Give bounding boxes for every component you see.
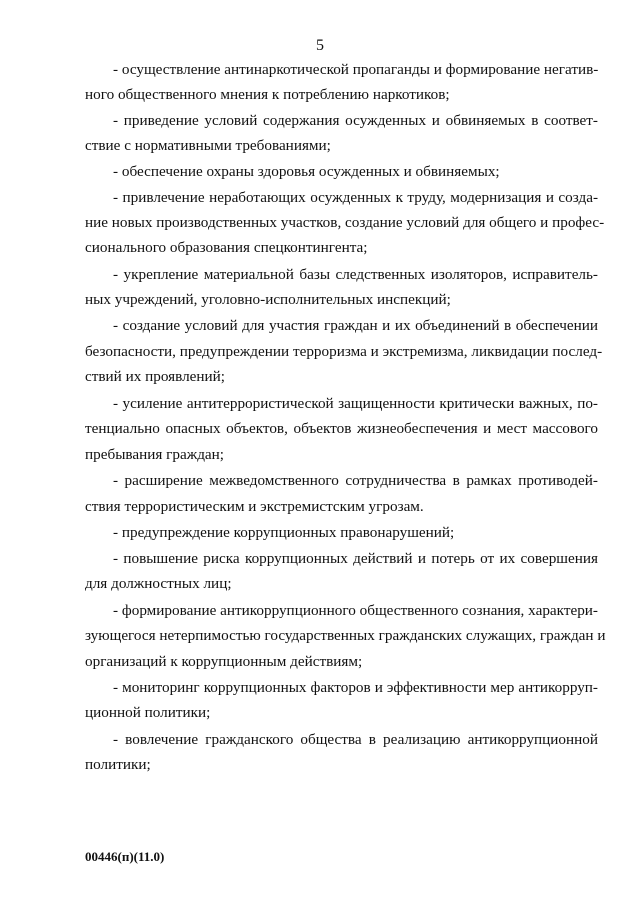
- text-line: для должностных лиц;: [85, 575, 232, 592]
- text-line: - приведение условий содержания осужденных и обвиняемых в соответ-: [113, 112, 598, 129]
- text-line: ствия террористическим и экстремистским угрозам.: [85, 498, 424, 515]
- document-code: 00446(п)(11.0): [85, 849, 165, 864]
- text-line: ционной политики;: [85, 704, 211, 721]
- text-line: - вовлечение гражданского общества в реализацию антикоррупционной: [113, 731, 598, 748]
- text-line: - обеспечение охраны здоровья осужденных и обвиняемых;: [113, 163, 500, 180]
- text-line: - мониторинг коррупционных факторов и эффективности мер антикорруп-: [113, 679, 598, 696]
- text-line: безопасности, предупреждении терроризма и экстремизма, ликвидации послед-: [85, 343, 603, 360]
- text-line: - укрепление материальной базы следственных изоляторов, исправитель-: [113, 266, 598, 283]
- page-number: 5: [316, 37, 324, 54]
- text-line: ние новых производственных участков, создание условий для общего и профес-: [85, 214, 605, 231]
- text-line: - усиление антитеррористической защищенности критически важных, по-: [113, 395, 598, 412]
- text-line: ствие с нормативными требованиями;: [85, 137, 331, 154]
- text-line: сионального образования спецконтингента;: [85, 239, 368, 256]
- text-line: - формирование антикоррупционного общественного сознания, характери-: [113, 602, 598, 619]
- text-line: ного общественного мнения к потреблению наркотиков;: [85, 86, 450, 103]
- text-line: тенциально опасных объектов, объектов жизнеобеспечения и мест массового: [85, 420, 598, 437]
- text-line: пребывания граждан;: [85, 446, 225, 463]
- text-line: зующегося нетерпимостью государственных гражданских служащих, граждан и: [85, 627, 606, 644]
- text-line: - расширение межведомственного сотрудничества в рамках противодей-: [113, 472, 598, 489]
- text-line: ствий их проявлений;: [85, 368, 226, 385]
- text-line: - создание условий для участия граждан и их объединений в обеспечении: [113, 317, 598, 334]
- text-line: - привлечение неработающих осужденных к труду, модернизация и созда-: [113, 189, 598, 206]
- text-line: - повышение риска коррупционных действий и потерь от их совершения: [113, 550, 598, 567]
- text-line: ных учреждений, уголовно-исполнительных инспекций;: [85, 291, 451, 308]
- text-line: - предупреждение коррупционных правонарушений;: [113, 524, 455, 541]
- text-line: организаций к коррупционным действиям;: [85, 653, 363, 670]
- text-line: политики;: [85, 756, 151, 773]
- text-line: - осуществление антинаркотической пропаганды и формирование негатив-: [113, 61, 599, 78]
